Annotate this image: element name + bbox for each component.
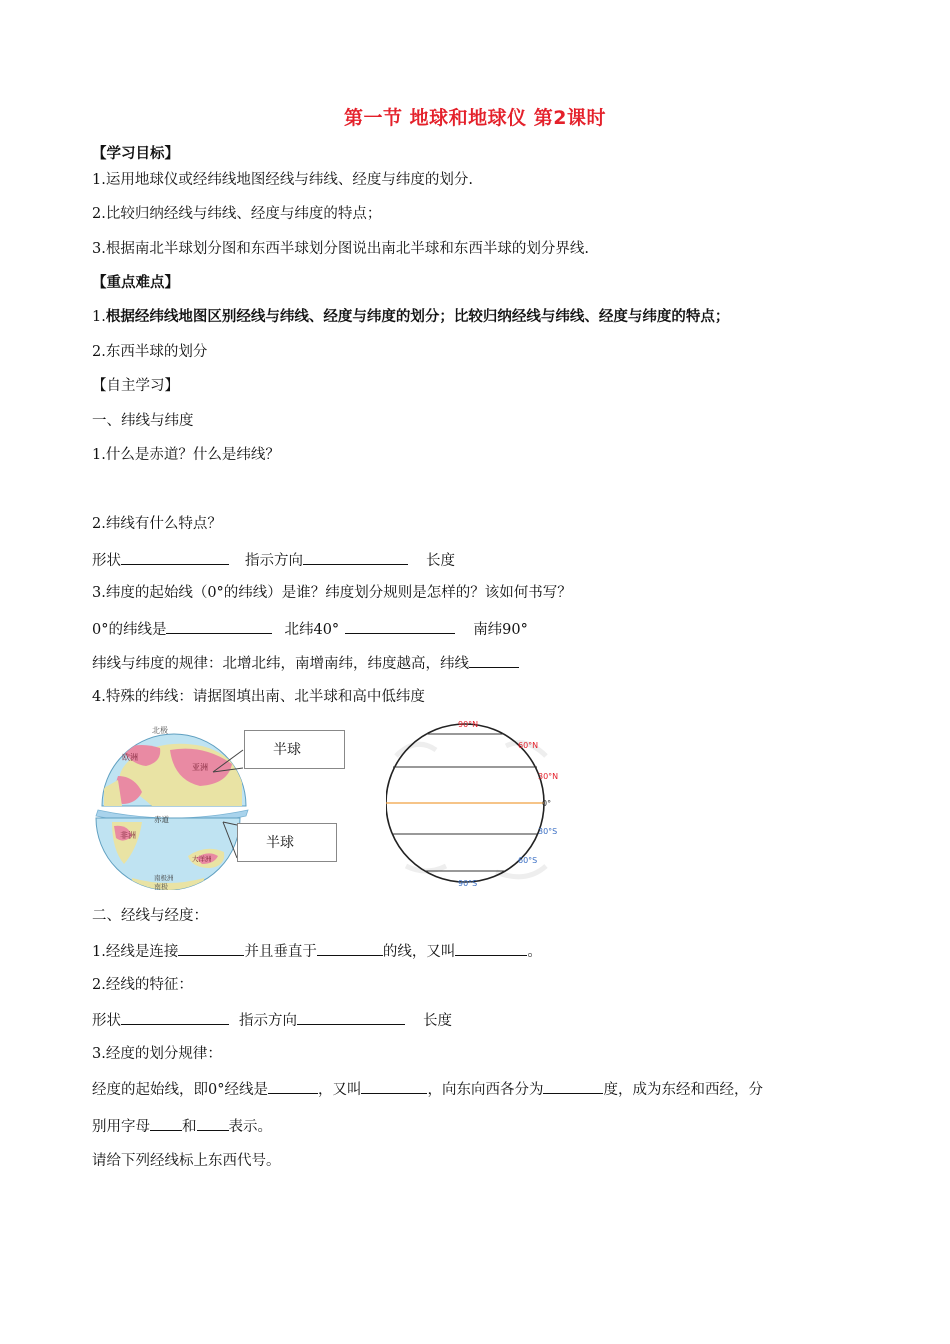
keypoint-item-1-text: 根据经纬线地图区别经线与纬线、经度与纬度的划分；比较归纳经线与纬线、经度与纬度的特点；	[105, 309, 730, 325]
part1-question-2: 2.纬线有什么特点？	[92, 516, 222, 532]
longitude-rule2-c: 表示。	[228, 1119, 272, 1135]
south90-label: 南纬90°	[473, 622, 528, 638]
part2-heading: 二、经线与经度：	[92, 908, 208, 924]
longitude-rule-a: 经度的起始线，即0°经线是	[92, 1082, 268, 1098]
keypoint-item-1	[92, 307, 729, 327]
objective-item-3: 3.根据南北半球划分图和东西半球划分图说出南北半球和东西半球的划分界线.	[92, 241, 589, 257]
latitude-label-60n: 60°N	[518, 741, 539, 750]
northern-hemisphere-box[interactable]	[244, 730, 345, 769]
longitude-rule-d: 度，成为东经和西经，分	[603, 1082, 763, 1098]
objectives-heading: 【学习目标】	[92, 146, 179, 162]
meridian-alias-blank[interactable]	[455, 940, 527, 956]
direction-label: 指示方向	[245, 553, 303, 569]
part2-question-3: 3.经度的划分规律：	[92, 1046, 222, 1062]
zero-latitude-blank[interactable]	[166, 618, 272, 634]
africa-label: 非洲	[120, 831, 136, 840]
latitude-label-30n: 30°N	[538, 772, 559, 781]
keypoints-heading: 【重点难点】	[92, 275, 179, 291]
southern-hemisphere-box[interactable]	[237, 823, 337, 862]
self-study-heading: 【自主学习】	[92, 378, 179, 394]
latitude-rule-text: 纬线与纬度的规律：北增北纬，南增南纬，纬度越高，纬线	[92, 656, 469, 672]
equator-label: 赤道	[154, 815, 169, 824]
part2-features-row	[92, 1009, 452, 1031]
prime-meridian-alias-blank[interactable]	[361, 1078, 427, 1094]
meridian-q1-a: 1.经线是连接	[92, 944, 179, 960]
longitude-rule2-a: 别用字母	[92, 1119, 150, 1135]
part1-latitude-row	[92, 618, 528, 640]
meridian-q1-b: 并且垂直于	[244, 944, 317, 960]
part2-question-1-row	[92, 940, 542, 962]
latitude-circle-figure	[386, 716, 566, 890]
keypoint-item-2: 2.东西半球的划分	[92, 344, 208, 360]
part1-features-row	[92, 549, 455, 571]
meridian-length-label: 长度	[423, 1013, 452, 1029]
part1-heading: 一、纬线与纬度	[92, 413, 194, 429]
meridian-shape-label: 形状	[92, 1013, 121, 1029]
part1-rule-row	[92, 652, 519, 674]
keypoint-item-1-num: 1.	[92, 309, 106, 325]
north40-blank[interactable]	[345, 618, 455, 634]
north40-label: 北纬40°	[284, 622, 340, 638]
zero-latitude-label: 0°的纬线是	[92, 622, 167, 638]
direction-blank[interactable]	[303, 549, 408, 565]
meridian-q1-d: 。	[527, 944, 542, 960]
objective-item-1: 1.运用地球仪或经纬线地图经线与纬线、经度与纬度的划分.	[92, 172, 473, 188]
part2-question-2: 2.经线的特征：	[92, 977, 193, 993]
meridian-shape-blank[interactable]	[121, 1009, 229, 1025]
europe-label: 欧洲	[122, 753, 138, 762]
meridian-direction-blank[interactable]	[297, 1009, 405, 1025]
latitude-label-equator: 0°	[542, 799, 552, 808]
south-pole-label: 南极	[154, 883, 168, 890]
longitude-rule-c: ，向东向西各分为	[427, 1082, 544, 1098]
longitude-rule-b: ，又叫	[317, 1082, 362, 1098]
latitude-label-30s: 30°S	[538, 827, 558, 836]
longitude-rule2-b: 和	[182, 1119, 197, 1135]
northern-hemisphere-box-label: 半球	[273, 742, 301, 758]
length-label: 长度	[426, 553, 455, 569]
part2-question-4: 请给下列经线标上东西代号。	[92, 1153, 281, 1169]
meridian-connect-blank[interactable]	[178, 940, 244, 956]
west-letter-blank[interactable]	[197, 1115, 229, 1131]
prime-meridian-blank[interactable]	[268, 1078, 318, 1094]
latitude-label-90s: 90°S	[458, 879, 478, 888]
page-title: 第一节 地球和地球仪 第2课时	[344, 107, 606, 129]
part1-question-4: 4.特殊的纬线：请据图填出南、北半球和高中低纬度	[92, 689, 425, 705]
latitude-label-60s: 60°S	[518, 856, 538, 865]
shape-blank[interactable]	[121, 549, 229, 565]
east-letter-blank[interactable]	[150, 1115, 182, 1131]
meridian-q1-c: 的线，又叫	[382, 944, 456, 960]
shape-label: 形状	[92, 553, 121, 569]
south-continent-label: 南极洲	[154, 874, 174, 882]
part1-question-3: 3.纬度的起始线（0°的纬线）是谁？纬度划分规则是怎样的？该如何书写？	[92, 585, 572, 601]
longitude-rule-row-2	[92, 1115, 272, 1137]
meridian-direction-label: 指示方向	[239, 1013, 297, 1029]
part1-question-1: 1.什么是赤道？什么是纬线？	[92, 447, 280, 463]
oceania-label: 大洋洲	[192, 855, 212, 863]
meridian-perpendicular-blank[interactable]	[317, 940, 383, 956]
asia-label: 亚洲	[192, 763, 208, 772]
north-pole-label: 北极	[152, 726, 168, 735]
objective-item-2: 2.比较归纳经线与纬线、经度与纬度的特点；	[92, 206, 382, 222]
degrees-blank[interactable]	[543, 1078, 603, 1094]
southern-hemisphere-box-label: 半球	[266, 835, 294, 851]
latitude-label-90n: 90°N	[458, 720, 479, 729]
longitude-rule-row-1	[92, 1078, 763, 1100]
latitude-rule-blank[interactable]	[469, 652, 519, 668]
